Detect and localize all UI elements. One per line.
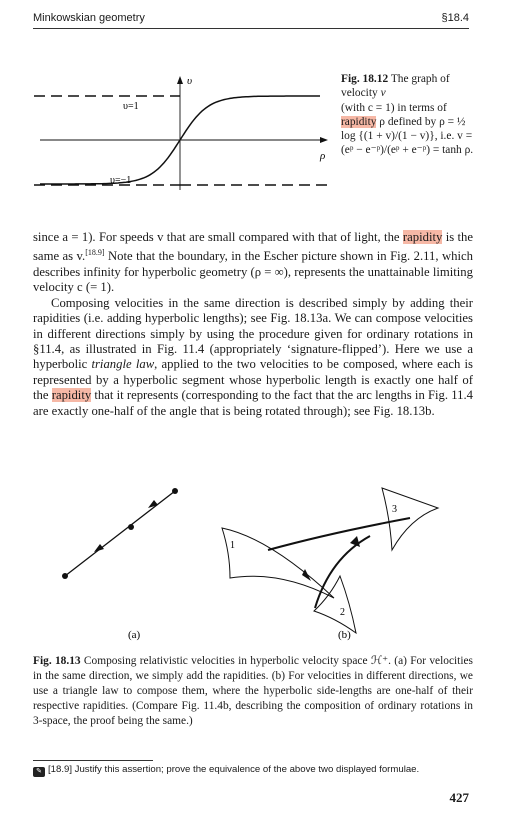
caption-text-1: The graph of velocity [341, 73, 450, 100]
running-header [33, 12, 469, 28]
caption-v: v [380, 87, 386, 100]
footnote [33, 764, 473, 777]
composed-line [65, 491, 175, 576]
vertex-2: 2 [340, 607, 345, 618]
label-b: (b) [338, 629, 351, 641]
point-mid [128, 524, 134, 530]
figure-13a [62, 488, 178, 641]
resultant-arc [268, 518, 410, 550]
lower-asymptote-label: υ=−1 [110, 175, 132, 186]
paragraph-1 [33, 230, 473, 296]
arrow-1 [94, 544, 104, 552]
header-title: Minkowskian geometry [33, 12, 145, 24]
triangle-2 [314, 576, 356, 633]
figure-13b [222, 488, 438, 641]
header-section: §18.4 [441, 12, 469, 24]
rho-axis-label: ρ [320, 150, 326, 162]
body-text [33, 230, 473, 419]
caption-text-3: ρ defined by ρ = ½ log {(1 + v)/(1 − v)}, i.e. v = (eᵖ − e⁻ᵖ)/(eᵖ + e⁻ᵖ) = tanh ρ. [341, 115, 474, 157]
v-axis-arrow [177, 76, 183, 84]
figure-18-12-caption [341, 72, 481, 158]
p1-text-c: Note that the boundary, in the Escher picture shown in Fig. 2.11, which describes infinity for hyperbolic geometry (ρ = ∞), represents the unattainable limiting velocity c (= 1). [33, 249, 473, 295]
caption-2-text: Composing relativistic velocities in hyperbolic velocity space ℋ⁺. (a) For velocities in the same direction, we simply add the rapidities. (b) For velocities in different directions, we use a triangle law to compose them, where the hyperbolic side-lengths are one-half of their respective rapidities. (Compare Fig. 11.4b, describing the composition of ordinary rotations in 3-space, the proof being the same.) [33, 655, 473, 727]
v-axis-label: υ [187, 75, 193, 87]
upper-asymptote-label: υ=1 [123, 101, 139, 112]
figure-18-13 [30, 478, 470, 648]
p1-highlight-rapidity: rapidity [402, 230, 443, 244]
vertex-3: 3 [392, 504, 397, 515]
p2-text-a: Composing velocities in the same direction is described simply by adding their rapidities (i.e. adding hyperbolic lengths); see Fig. 18.13a. We can compose velocities in different directions simply by using the procedure given for ordinary rotations in §11.4, as illustrated in Fig. 11.4 (appropriately ‘signature-flipped’). Here we use a hyperbolic [33, 295, 473, 372]
vertex-1: 1 [230, 540, 235, 551]
p2-highlight-rapidity: rapidity [51, 388, 92, 403]
page-number: 427 [449, 790, 469, 805]
caption-text-2: (with c = 1) in terms of [341, 101, 447, 114]
point-end [172, 488, 178, 494]
figure-18-12 [30, 70, 330, 200]
label-a: (a) [128, 629, 141, 641]
p2-text-b: , applied to the two velocities to be composed, where each is represented by a hyperbolic segment whose hyperbolic length is exactly one half of the [33, 357, 473, 403]
exercise-icon: ✎ [33, 767, 45, 777]
point-start [62, 573, 68, 579]
p2-italic-triangle-law: triangle law [91, 357, 155, 372]
figure-18-13-caption [33, 654, 473, 729]
caption-label: Fig. 18.12 [341, 73, 389, 85]
footnote-rule [33, 760, 153, 761]
header-rule [33, 28, 469, 29]
rho-axis-arrow [320, 137, 328, 143]
paragraph-2 [33, 296, 473, 419]
arrow-2 [148, 500, 158, 508]
caption-2-label: Fig. 18.13 [33, 655, 81, 667]
p1-text-a: since a = 1). For speeds v that are small compared with that of light, the [33, 230, 400, 244]
footnote-ref[interactable]: [18.9] [85, 248, 105, 258]
footnote-text: [18.9] Justify this assertion; prove the equivalence of the above two displayed formulae. [48, 764, 420, 775]
p1-text-b: is the same as v. [33, 230, 474, 264]
caption-highlight-rapidity: rapidity [341, 115, 377, 128]
p2-text-c: that it represents (corresponding to the fact that the arc lengths in Fig. 11.4 are exactly one-half of the angle that is being rotated through); see Fig. 18.13b. [33, 388, 474, 418]
velocity-arc [315, 536, 370, 608]
